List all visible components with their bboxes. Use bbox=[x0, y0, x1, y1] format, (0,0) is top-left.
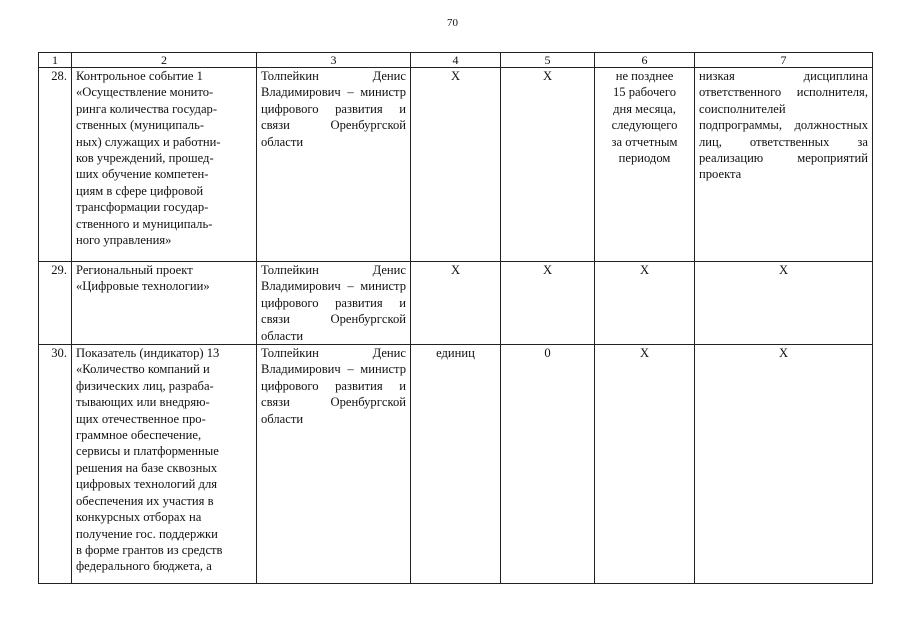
unit-cell: Х bbox=[411, 262, 501, 345]
column-header: 7 bbox=[695, 53, 873, 68]
risk-cell: Х bbox=[695, 262, 873, 345]
column-header: 2 bbox=[72, 53, 257, 68]
row-number: 28. bbox=[39, 68, 72, 262]
value-cell: Х bbox=[501, 262, 595, 345]
risk-cell: Х bbox=[695, 345, 873, 584]
program-table bbox=[38, 52, 873, 584]
deadline-cell: Х bbox=[595, 345, 695, 584]
column-header: 5 bbox=[501, 53, 595, 68]
value-cell: Х bbox=[501, 68, 595, 262]
table-row bbox=[39, 262, 873, 345]
deadline-cell: не позднее 15 рабочего дня месяца, следующего за отчетным периодом bbox=[595, 68, 695, 262]
table-row bbox=[39, 345, 873, 584]
item-name: Показатель (индикатор) 13 «Количество компаний и физических лиц, разраба- тывающих или внедряю- щих отечественное про- граммное обеспечение, сервисы и платформенные решения на базе сквозных цифровых технологий для обеспечения их участия в конкурсных отборах на получение гос. поддержки в форме грантов из средств федерального бюджета, а bbox=[72, 345, 257, 584]
column-header: 3 bbox=[257, 53, 411, 68]
responsible-person: Толпейкин Денис Владимирович – министр цифрового развития и связи Оренбургской области bbox=[257, 262, 411, 345]
column-header: 4 bbox=[411, 53, 501, 68]
column-header: 6 bbox=[595, 53, 695, 68]
page-number: 70 bbox=[447, 17, 458, 29]
item-name: Региональный проект «Цифровые технологии» bbox=[72, 262, 257, 345]
risk-cell: низкая дисциплина ответственного исполнителя, соисполнителей подпрограммы, должностных лиц, ответственных за реализацию мероприятий проекта bbox=[695, 68, 873, 262]
column-header: 1 bbox=[39, 53, 72, 68]
unit-cell: единиц bbox=[411, 345, 501, 584]
column-number-row bbox=[39, 53, 873, 68]
responsible-person: Толпейкин Денис Владимирович – министр цифрового развития и связи Оренбургской области bbox=[257, 345, 411, 584]
value-cell: 0 bbox=[501, 345, 595, 584]
row-number: 30. bbox=[39, 345, 72, 584]
unit-cell: Х bbox=[411, 68, 501, 262]
row-number: 29. bbox=[39, 262, 72, 345]
item-name: Контрольное событие 1 «Осуществление монито- ринга количества государ- ственных (муниципаль- ных) служащих и работни- ков учреждений, прошед- ших обучение компетен- циям в сфере цифровой трансформации государ- ственного и муниципаль- ного управления» bbox=[72, 68, 257, 262]
table-row bbox=[39, 68, 873, 262]
deadline-cell: Х bbox=[595, 262, 695, 345]
responsible-person: Толпейкин Денис Владимирович – министр цифрового развития и связи Оренбургской области bbox=[257, 68, 411, 262]
